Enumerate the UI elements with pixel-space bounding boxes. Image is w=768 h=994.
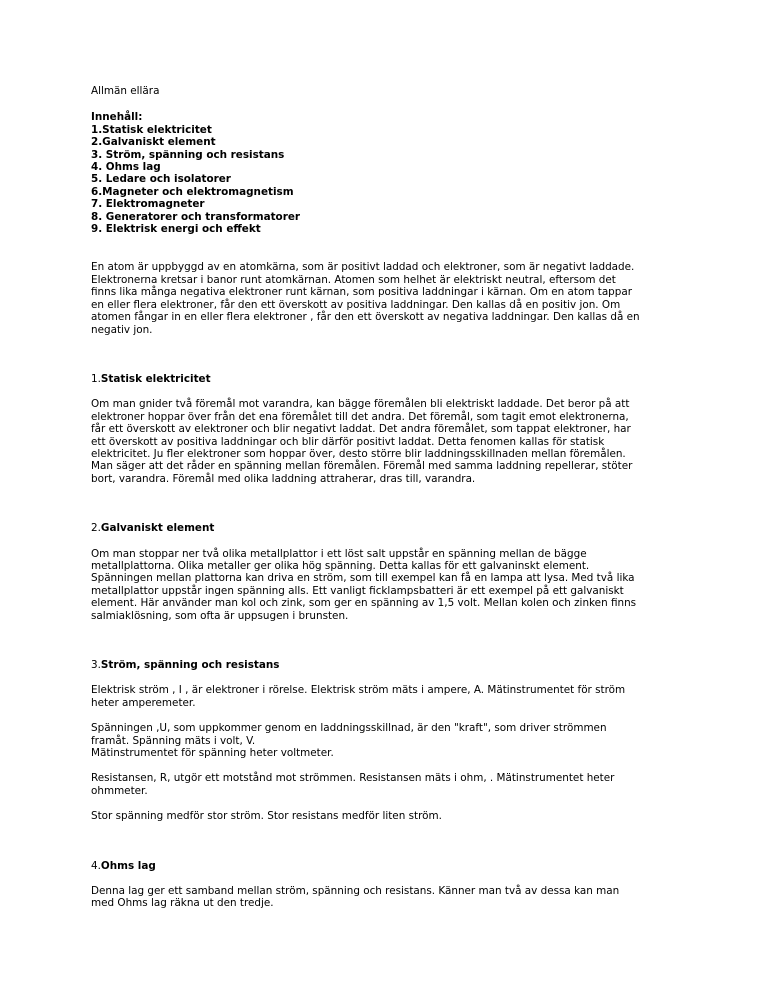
document-title: Allmän ellära bbox=[91, 85, 160, 97]
toc-item: 7. Elektromagneter bbox=[91, 198, 205, 211]
body-paragraph bbox=[91, 398, 691, 485]
text-line: atomen fångar in en eller flera elektroner , får den ett överskott av negativa laddningar. Den kallas då en bbox=[91, 311, 640, 324]
text-line: Om man stoppar ner två olika metallplattor i ett löst salt uppstår en spänning mellan de bägge bbox=[91, 547, 587, 560]
text-line: Elektrisk ström , I , är elektroner i rörelse. Elektrisk ström mäts i ampere, A. Mätinstrumentet för ström bbox=[91, 684, 626, 697]
text-line: finns lika många negativa elektroner runt kärnan, som positiva laddningar i kärnan. Om en atom tappar bbox=[91, 286, 633, 299]
text-line: en eller flera elektroner, får den ett överskott av positiva laddningar. Den kallas då en positiv jon. Om bbox=[91, 298, 621, 311]
toc-heading: Innehåll: bbox=[91, 111, 143, 124]
text-line: Stor spänning medför stor ström. Stor resistans medför liten ström. bbox=[91, 810, 442, 823]
body-paragraph bbox=[91, 722, 691, 759]
toc-item: 4. Ohms lag bbox=[91, 161, 161, 174]
toc-item: 2.Galvaniskt element bbox=[91, 136, 216, 149]
section-galvaniskt-element bbox=[91, 522, 691, 622]
section-number: 4. bbox=[91, 859, 101, 872]
section-title: Statisk elektricitet bbox=[100, 372, 211, 385]
text-line: ohmmeter. bbox=[91, 784, 148, 797]
section-strom-spanning-resistans bbox=[91, 659, 691, 823]
text-line: framåt. Spänning mäts i volt, V. bbox=[91, 734, 256, 747]
document-content bbox=[91, 85, 691, 910]
text-line: Elektronerna kretsar i banor runt atomkärnan. Atomen som helhet är elektriskt neutral, eftersom det bbox=[91, 273, 616, 286]
toc-item: 3. Ström, spänning och resistans bbox=[91, 148, 285, 161]
text-line: får ett överskott av elektroner och blir negativt laddat. Det andra föremålet, som tappat elektroner, har bbox=[91, 423, 631, 436]
text-line: ett överskott av positiva laddningar och blir därför positivt laddat. Detta fenomen kallas för statisk bbox=[91, 435, 605, 448]
text-line: elektricitet. Ju fler elektroner som hoppar över, desto större blir laddningsskillnaden mellan föremålen. bbox=[91, 447, 626, 460]
text-line: bort, varandra. Föremål med olika laddning attraherar, dras till, varandra. bbox=[91, 472, 476, 485]
text-line: Resistansen, R, utgör ett motstånd mot strömmen. Resistansen mäts i ohm, . Mätinstrumentet heter bbox=[91, 772, 615, 785]
text-line: salmiaklösning, som ofta är uppsugen i brunsten. bbox=[91, 609, 349, 622]
section-title: Ström, spänning och resistans bbox=[100, 659, 280, 671]
text-line: Spänningen ,U, som uppkommer genom en laddningsskillnad, är den "kraft", som driver strömmen bbox=[91, 722, 607, 735]
section-number: 1. bbox=[91, 372, 101, 385]
text-line: med Ohms lag räkna ut den tredje. bbox=[91, 897, 274, 910]
section-ohms-lag bbox=[91, 860, 691, 910]
text-line: Spänningen mellan plattorna kan driva en ström, som till exempel kan få en lampa att lysa. Med två lika bbox=[91, 572, 635, 585]
body-paragraph bbox=[91, 885, 691, 910]
section-title: Ohms lag bbox=[100, 859, 156, 872]
toc-item: 1.Statisk elektricitet bbox=[91, 123, 212, 136]
body-paragraph bbox=[91, 548, 691, 622]
section-number: 2. bbox=[91, 522, 101, 535]
section-heading bbox=[91, 373, 691, 385]
intro-paragraph bbox=[91, 261, 691, 335]
toc-item: 5. Ledare och isolatorer bbox=[91, 173, 231, 186]
section-number: 3. bbox=[91, 659, 101, 671]
text-line: Mätinstrumentet för spänning heter voltmeter. bbox=[91, 747, 334, 760]
section-heading bbox=[91, 522, 691, 534]
table-of-contents bbox=[91, 111, 691, 235]
section-statisk-elektricitet bbox=[91, 373, 691, 485]
body-paragraph bbox=[91, 772, 691, 797]
text-line: metallplattorna. Olika metaller ger olika hög spänning. Detta kallas för ett galvaninskt element. bbox=[91, 559, 590, 572]
toc-item: 9. Elektrisk energi och effekt bbox=[91, 223, 261, 236]
text-line: Denna lag ger ett samband mellan ström, spänning och resistans. Känner man två av dessa kan man bbox=[91, 885, 620, 898]
text-line: metallplattor uppstår ingen spänning alls. Ett vanligt ficklampsbatteri är ett exempel på ett galvaniskt bbox=[91, 584, 624, 597]
toc-item: 8. Generatorer och transformatorer bbox=[91, 210, 300, 223]
body-paragraph bbox=[91, 684, 691, 709]
section-heading bbox=[91, 659, 691, 671]
text-line: Om man gnider två föremål mot varandra, kan bägge föremålen bli elektriskt laddade. Det beror på att bbox=[91, 398, 630, 411]
section-title: Galvaniskt element bbox=[100, 522, 215, 535]
text-line: En atom är uppbyggd av en atomkärna, som är positivt laddad och elektroner, som är negativt laddade. bbox=[91, 261, 635, 274]
text-line: heter amperemeter. bbox=[91, 696, 196, 709]
body-paragraph bbox=[91, 810, 691, 822]
text-line: Man säger att det råder en spänning mellan föremålen. Föremål med samma laddning repellerar, stöter bbox=[91, 460, 633, 473]
toc-item: 6.Magneter och elektromagnetism bbox=[91, 185, 294, 198]
section-heading bbox=[91, 860, 691, 872]
text-line: element. Här använder man kol och zink, som ger en spänning av 1,5 volt. Mellan kolen och zinken finns bbox=[91, 597, 637, 610]
text-line: elektroner hoppar över från det ena föremålet till det andra. Det föremål, som tagit emot elektronerna, bbox=[91, 410, 629, 423]
text-line: negativ jon. bbox=[91, 323, 153, 336]
